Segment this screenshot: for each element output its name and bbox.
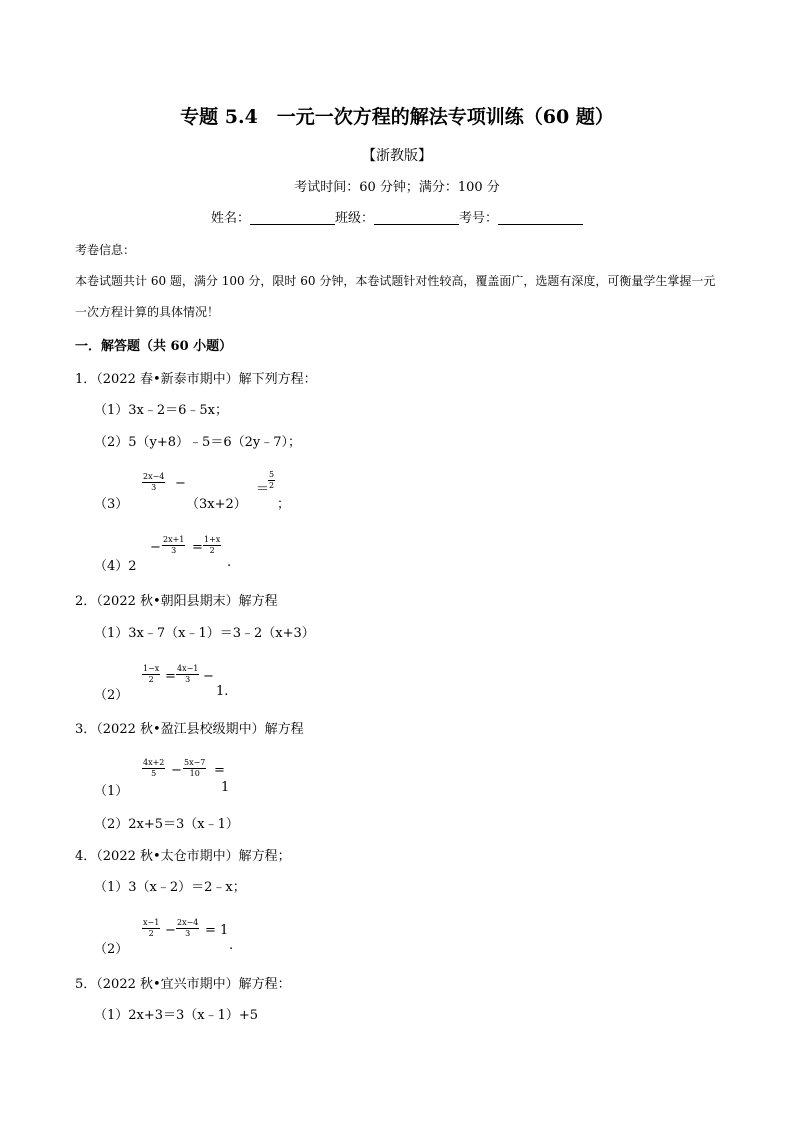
question-4-part-2-end: . xyxy=(229,938,234,953)
question-4-stem: 4．（2022 秋•太仓市期中）解方程； xyxy=(75,849,291,864)
question-2-part-2-minus: − xyxy=(203,669,214,684)
question-3-part-1-label: （1） xyxy=(94,784,129,799)
question-1-part-3-fraction-2 xyxy=(268,470,275,491)
fraction-numerator: 1−x xyxy=(143,664,160,673)
fraction-denominator: 3 xyxy=(151,483,157,492)
question-1-part-4-equals: = xyxy=(192,540,203,555)
question-4-part-2-fraction-1 xyxy=(142,918,160,939)
fraction-denominator: 3 xyxy=(185,675,191,684)
question-1-part-4-fraction-2 xyxy=(203,535,221,556)
question-1-part-3-equals: ＝ xyxy=(256,482,270,497)
fraction-denominator: 2 xyxy=(209,546,215,555)
question-1-part-3-fraction-1 xyxy=(142,472,165,493)
fraction-numerator: x−1 xyxy=(143,918,160,927)
question-1-part-3-minus: − xyxy=(175,476,186,491)
question-1-stem: 1．（2022 春•新泰市期中）解下列方程： xyxy=(75,372,317,387)
question-2-part-2-label: （2） xyxy=(94,688,129,703)
question-4-part-2-fraction-2 xyxy=(176,918,199,939)
number-blank[interactable] xyxy=(498,210,583,225)
student-info-fields xyxy=(0,207,794,226)
fraction-denominator: 10 xyxy=(189,769,200,778)
exam-time-info: 考试时间：60 分钟；满分：100 分 xyxy=(294,180,500,195)
question-1-part-1: （1）3x﹣2＝6﹣5x； xyxy=(94,403,229,418)
question-5-stem: 5．（2022 秋•宜兴市期中）解方程： xyxy=(75,977,291,992)
fraction-numerator: 5x−7 xyxy=(184,758,206,767)
question-1-part-3-label: （3） xyxy=(94,497,129,512)
fraction-denominator: 5 xyxy=(151,769,157,778)
question-1-part-3-end: ； xyxy=(277,497,291,512)
question-3-part-1-minus: − xyxy=(171,763,182,778)
fraction-numerator: 4x+2 xyxy=(143,758,165,767)
class-blank[interactable] xyxy=(374,210,459,225)
fraction-numerator: 1+x xyxy=(204,535,221,544)
fraction-denominator: 3 xyxy=(185,929,191,938)
question-1-part-4-minus: − xyxy=(150,540,161,555)
question-3-part-1-end: 1 xyxy=(221,780,230,795)
question-3-stem: 3．（2022 秋•盈江县校级期中）解方程 xyxy=(75,722,304,737)
fraction-numerator: 2x−4 xyxy=(143,472,165,481)
question-1-part-4-end: . xyxy=(227,555,232,570)
question-2-stem: 2．（2022 秋•朝阳县期末）解方程 xyxy=(75,594,278,609)
number-label: 考号： xyxy=(459,211,499,226)
question-4-part-1: （1）3（x﹣2）＝2﹣x； xyxy=(94,880,246,895)
info-text: 本卷试题共计 60 题，满分 100 分，限时 60 分钟，本卷试题针对性较高，覆盖面广，选题有深度，可衡量学生掌握一元一次方程计算的具体情况！ xyxy=(75,274,716,319)
question-1-part-3-middle: （3x+2） xyxy=(186,497,247,512)
info-heading: 考卷信息： xyxy=(75,243,136,257)
fraction-denominator: 2 xyxy=(269,481,275,490)
page-title: 专题 5.4 一元一次方程的解法专项训练（60 题） xyxy=(180,106,614,128)
fraction-numerator: 5 xyxy=(269,470,275,479)
question-2-part-2-fraction-1 xyxy=(142,664,160,685)
question-3-part-1-equals: = xyxy=(214,763,225,778)
question-2-part-2-end: 1. xyxy=(216,684,229,699)
fraction-numerator: 2x+1 xyxy=(163,535,185,544)
name-blank[interactable] xyxy=(250,210,335,225)
fraction-denominator: 3 xyxy=(171,546,177,555)
section-title: 一．解答题（共 60 小题） xyxy=(75,339,233,354)
question-3-part-1-fraction-1 xyxy=(142,758,165,779)
question-4-part-2-label: （2） xyxy=(94,942,129,957)
question-5-part-1: （1）2x+3＝3（x﹣1）+5 xyxy=(94,1008,259,1023)
question-1-part-4-label: （4）2 xyxy=(94,559,137,574)
class-label: 班级： xyxy=(334,211,374,226)
question-1-part-2: （2）5（y+8）﹣5＝6（2y﹣7）； xyxy=(94,435,301,450)
fraction-numerator: 2x−4 xyxy=(177,918,199,927)
fraction-denominator: 2 xyxy=(148,929,154,938)
fraction-numerator: 4x−1 xyxy=(177,664,199,673)
name-label: 姓名： xyxy=(210,211,250,226)
edition-label: 【浙教版】 xyxy=(362,148,432,164)
question-3-part-2: （2）2x+5＝3（x﹣1） xyxy=(94,817,239,832)
fraction-denominator: 2 xyxy=(148,675,154,684)
question-2-part-2-fraction-2 xyxy=(176,664,199,685)
question-1-part-4-fraction-1 xyxy=(162,535,185,556)
question-2-part-1: （1）3x﹣7（x﹣1）＝3﹣2（x+3） xyxy=(94,626,315,641)
question-3-part-1-fraction-2 xyxy=(183,758,206,779)
question-4-part-2-minus: − xyxy=(165,923,176,938)
question-4-part-2-equals: = 1 xyxy=(205,923,229,938)
question-2-part-2-equals: = xyxy=(165,669,176,684)
